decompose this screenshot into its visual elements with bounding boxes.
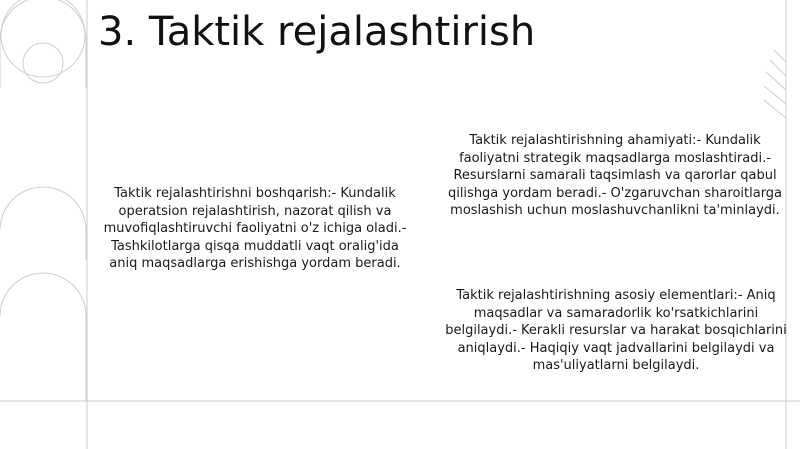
deco-circle-large <box>1 0 85 77</box>
deco-arch <box>0 187 86 260</box>
deco-leaf <box>764 100 786 118</box>
deco-leaf <box>770 60 786 76</box>
tactical-management-text: Taktik rejalashtirishni boshqarish:- Kundalik operatsion rejalashtirish, nazorat qilish va muvofiqlashtiruvchi faoliyatni o'z ichiga oladi.- Tashkilotlarga qisqa muddatli vaqt oralig'ida aniq maqsadlarga erishishga yordam beradi. <box>103 186 407 271</box>
slide-title: 3. Taktik rejalashtirish <box>98 9 536 55</box>
deco-leaf <box>764 86 786 104</box>
deco-arch <box>0 0 86 88</box>
tactical-importance-text: Taktik rejalashtirishning ahamiyati:- Kundalik faoliyatni strategik maqsadlarga moslashtiradi.- Resurslarni samarali taqsimlash va qarorlar qabul qilishga yordam beradi.- O'zgaruvchan sharoitlarga moslashish uchun moslashuvchanlikni ta'minlaydi. <box>447 133 783 218</box>
tactical-elements-text: Taktik rejalashtirishning asosiy elementlari:- Aniq maqsadlar va samaradorlik ko'rsatkichlarini belgilaydi.- Kerakli resurslar va harakat bosqichlarini aniqlaydi.- Haqiqiy vaqt jadvallarini belgilaydi va mas'uliyatlarni belgilaydi. <box>445 288 787 373</box>
deco-leaf <box>766 72 786 90</box>
deco-arch <box>0 273 86 401</box>
deco-leaf <box>774 50 786 62</box>
